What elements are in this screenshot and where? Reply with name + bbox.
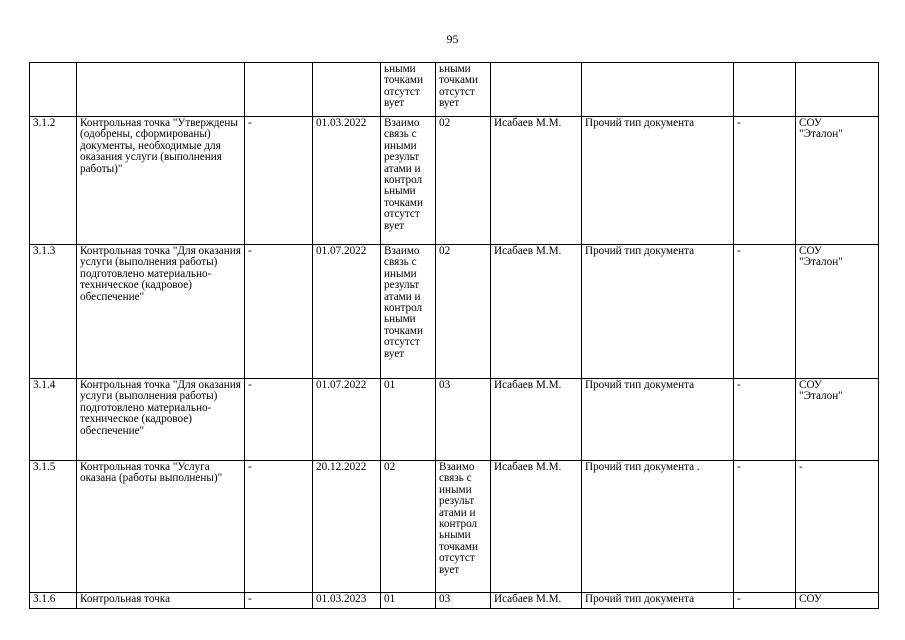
name-cell: Контрольная точка "Услуга оказана (работы выполнены)" (77, 461, 245, 593)
link-cell-a: Взаимо связь с иными результ атами и контрол ьными точками отсутст вует (381, 245, 436, 379)
dash-cell: - (245, 593, 313, 609)
dash-cell: - (245, 117, 313, 245)
table-row (30, 117, 879, 245)
responsible-cell: Исабаев М.М. (491, 379, 582, 461)
number-cell: 3.1.4 (30, 379, 77, 461)
name-cell (77, 63, 245, 117)
info-system-cell: СОУ (796, 593, 879, 609)
date-cell: 01.07.2022 (313, 379, 381, 461)
control-points-table (29, 62, 879, 609)
dash-cell-2: - (734, 461, 796, 593)
date-cell: 01.03.2022 (313, 117, 381, 245)
link-cell-b: Взаимо связь с иными результ атами и контрол ьными точками отсутст вует (436, 461, 491, 593)
dash-cell-2: - (734, 245, 796, 379)
doc-type-cell: Прочий тип документа (582, 245, 734, 379)
doc-type-cell: Прочий тип документа (582, 593, 734, 609)
info-system-cell (796, 63, 879, 117)
number-cell: 3.1.3 (30, 245, 77, 379)
responsible-cell: Исабаев М.М. (491, 461, 582, 593)
dash-cell-2: - (734, 117, 796, 245)
table-row (30, 63, 879, 117)
doc-type-cell (582, 63, 734, 117)
number-cell: 3.1.6 (30, 593, 77, 609)
date-cell: 01.07.2022 (313, 245, 381, 379)
dash-cell: - (245, 245, 313, 379)
link-cell-a: 01 (381, 593, 436, 609)
doc-type-cell: Прочий тип документа . (582, 461, 734, 593)
page-number: 95 (446, 32, 459, 46)
link-cell-b: 02 (436, 245, 491, 379)
table-row (30, 461, 879, 593)
dash-cell-2 (734, 63, 796, 117)
responsible-cell: Исабаев М.М. (491, 245, 582, 379)
dash-cell-2: - (734, 593, 796, 609)
link-cell-a: 02 (381, 461, 436, 593)
link-cell-b: 03 (436, 379, 491, 461)
dash-cell (245, 63, 313, 117)
number-cell (30, 63, 77, 117)
table-row (30, 379, 879, 461)
link-cell-a: Взаимо связь с иными результ атами и контрол ьными точками отсутст вует (381, 117, 436, 245)
responsible-cell (491, 63, 582, 117)
name-cell: Контрольная точка "Для оказания услуги (выполнения работы) подготовлено материально-техническое (кадровое) обеспечение" (77, 379, 245, 461)
info-system-cell: СОУ "Эталон" (796, 245, 879, 379)
name-cell: Контрольная точка "Утверждены (одобрены, сформированы) документы, необходимые для оказания услуги (выполнения работы)" (77, 117, 245, 245)
number-cell: 3.1.5 (30, 461, 77, 593)
link-cell-b: 02 (436, 117, 491, 245)
dash-cell: - (245, 461, 313, 593)
link-cell-b: 03 (436, 593, 491, 609)
responsible-cell: Исабаев М.М. (491, 593, 582, 609)
number-cell: 3.1.2 (30, 117, 77, 245)
table-row (30, 245, 879, 379)
date-cell: 20.12.2022 (313, 461, 381, 593)
link-cell-a: ьными точками отсутст вует (381, 63, 436, 117)
info-system-cell: СОУ "Эталон" (796, 117, 879, 245)
name-cell: Контрольная точка (77, 593, 245, 609)
date-cell: 01.03.2023 (313, 593, 381, 609)
responsible-cell: Исабаев М.М. (491, 117, 582, 245)
dash-cell: - (245, 379, 313, 461)
doc-type-cell: Прочий тип документа (582, 379, 734, 461)
table-row (30, 593, 879, 609)
link-cell-a: 01 (381, 379, 436, 461)
dash-cell-2: - (734, 379, 796, 461)
doc-type-cell: Прочий тип документа (582, 117, 734, 245)
info-system-cell: СОУ "Эталон" (796, 379, 879, 461)
info-system-cell: - (796, 461, 879, 593)
date-cell (313, 63, 381, 117)
name-cell: Контрольная точка "Для оказания услуги (выполнения работы) подготовлено материально-техническое (кадровое) обеспечение" (77, 245, 245, 379)
link-cell-b: ьными точками отсутст вует (436, 63, 491, 117)
